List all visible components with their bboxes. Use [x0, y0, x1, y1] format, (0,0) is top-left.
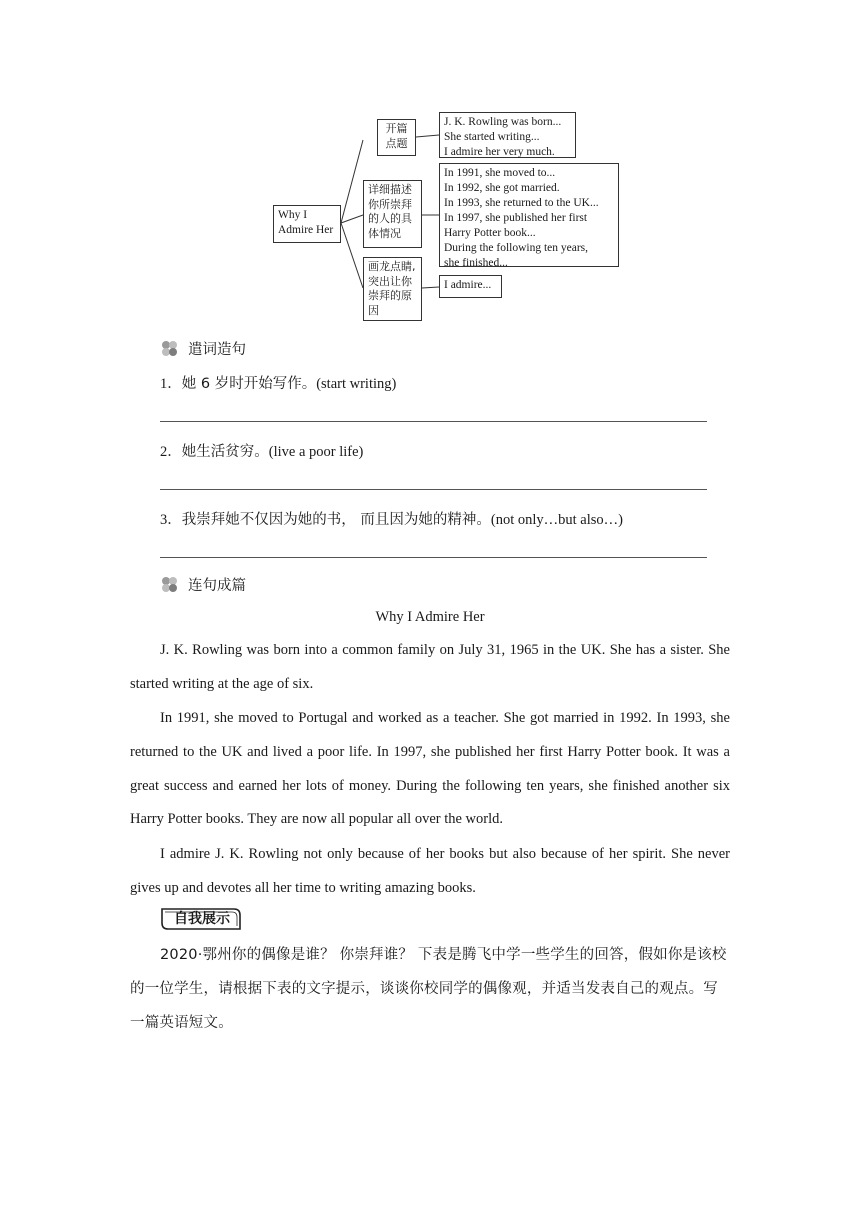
question-2 [160, 440, 363, 461]
detail-line: J. K. Rowling was born... [444, 116, 562, 128]
branch-label-line: 突出让你 [368, 274, 412, 288]
essay-paragraph-2: In 1991, she moved to Portugal and worked as a teacher. She got married in 1992. In 1993, she returned to the UK and lived a poor life. In 1997, she published her first Harry Potter book. It was a great success and earned her lots of money. During the following ten years, she finished another six Harry Potter books. They are now all popular all over the world. [130, 710, 730, 828]
question-number: 1． [160, 376, 182, 392]
answer-line-2[interactable] [160, 489, 707, 490]
self-show-badge-label: 自我展示 [174, 911, 230, 927]
question-text: 我崇拜她不仅因为她的书， 而且因为她的精神。 [181, 512, 491, 528]
detail-line: I admire her very much. [444, 146, 555, 158]
answer-line-3[interactable] [160, 557, 707, 558]
detail-line: In 1991, she moved to... [444, 167, 556, 179]
essay-paragraph-1: J. K. Rowling was born into a common family on July 31, 1965 in the UK. She has a sister. She started writing at the age of six. [130, 642, 730, 692]
branch-label-line: 因 [368, 303, 379, 317]
question-text: 她 6 岁时开始写作。 [181, 376, 317, 392]
question-text: 她生活贫穷。 [181, 444, 269, 460]
diagram-detail-body [439, 163, 619, 267]
diagram-detail-reason [439, 275, 502, 298]
detail-line: In 1992, she got married. [444, 182, 560, 194]
branch-label-line: 开篇 [385, 122, 408, 135]
section-heading-text: 遣词造句 [188, 342, 246, 358]
branch-label-line: 体情况 [368, 226, 401, 240]
question-number: 3． [160, 512, 182, 528]
essay-paragraph-3: I admire J. K. Rowling not only because of her books but also because of her spirit. She never gives up and devotes all her time to writing amazing books. [130, 846, 730, 896]
detail-line: She started writing... [444, 131, 540, 143]
diagram-branch-reason [363, 257, 422, 321]
essay-title: Why I Admire Her [375, 609, 485, 625]
section-heading-word-choice [160, 338, 246, 359]
section-heading-text: 连句成篇 [188, 578, 246, 594]
branch-label-line: 详细描述 [368, 183, 412, 196]
detail-line: During the following ten years, [444, 242, 589, 254]
branch-label-line: 你所崇拜 [368, 197, 412, 211]
detail-line: I admire... [444, 279, 492, 291]
diagram-branch-details [363, 180, 422, 248]
branch-label-line: 画龙点睛, [368, 260, 416, 273]
detail-line: she finished... [444, 257, 508, 269]
question-hint: (start writing) [316, 376, 397, 392]
answer-line-1[interactable] [160, 421, 707, 422]
diagram-branch-opening [377, 119, 416, 156]
detail-line: In 1997, she published her first [444, 212, 588, 224]
diagram-root-line: Admire Her [278, 224, 334, 236]
diagram-connectors [0, 0, 860, 330]
clover-icon [160, 576, 180, 594]
branch-label-line: 崇拜的原 [368, 289, 412, 302]
task-prompt: 2020·鄂州你的偶像是谁？ 你崇拜谁？ 下表是腾飞中学一些学生的回答，假如你是该校的一位学生，请根据下表的文字提示，谈谈你校同学的偶像观，并适当发表自己的观点。写一篇英语短文。 [130, 947, 727, 1031]
section-heading-composition [160, 574, 246, 595]
detail-line: Harry Potter book... [444, 227, 536, 239]
question-3 [160, 508, 623, 529]
diagram-root [273, 205, 341, 243]
diagram-root-line: Why I [278, 209, 308, 221]
branch-label-line: 的人的具 [368, 212, 412, 225]
question-number: 2． [160, 444, 182, 460]
question-1 [160, 372, 396, 393]
detail-line: In 1993, she returned to the UK... [444, 197, 599, 209]
clover-icon [160, 340, 180, 358]
question-hint: (live a poor life) [268, 444, 364, 460]
question-hint: (not only…but also…) [490, 512, 623, 528]
diagram-detail-opening [439, 112, 576, 158]
branch-label-line: 点题 [385, 136, 408, 150]
